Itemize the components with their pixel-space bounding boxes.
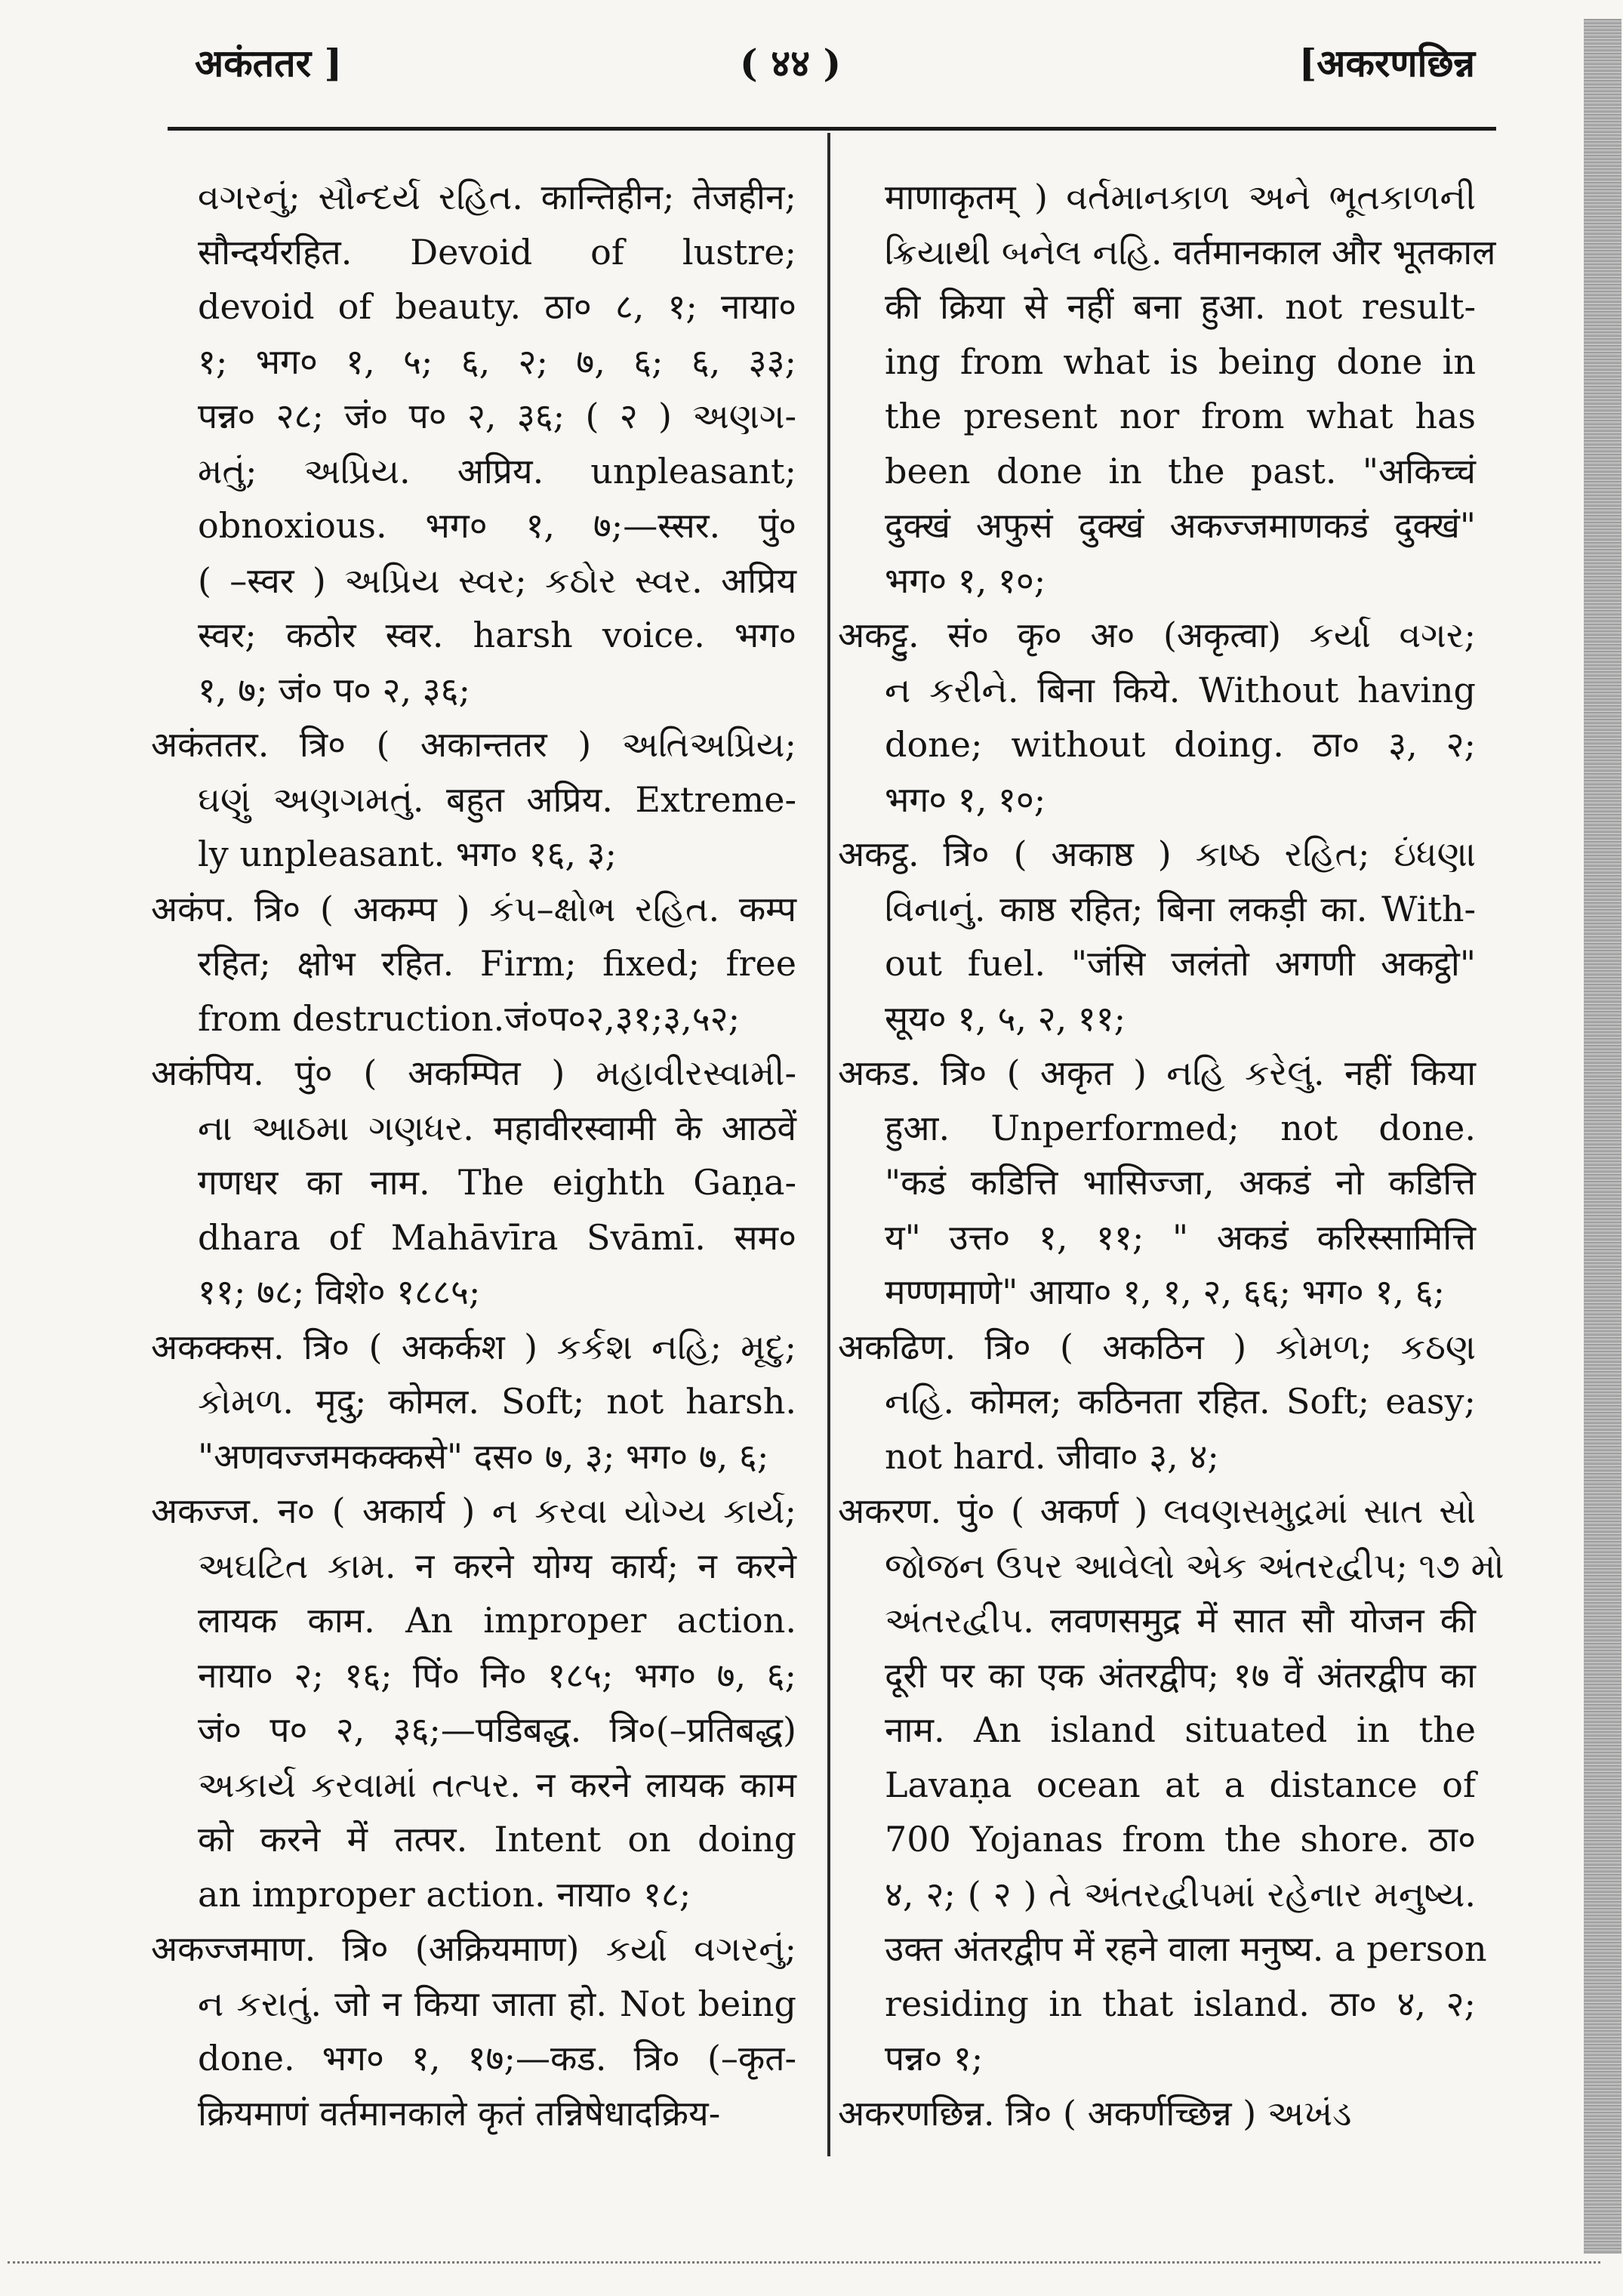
entry-continuation — [838, 170, 1496, 608]
dictionary-entry — [838, 608, 1476, 827]
dictionary-entry — [151, 1922, 796, 2140]
entry-line: नाया० २; १६; पिं० नि० १८५; भग० ७, ६; — [198, 1654, 796, 1696]
headword-line: अकक्कस. त्रि० ( अकर्कश ) કર્કશ નહિ; મૃદુ; — [151, 1326, 796, 1367]
page-edge-shadow — [1584, 19, 1621, 2254]
header-rule — [168, 127, 1496, 131]
entry-line: obnoxious. भग० १, ७;—स्सर. पुं० — [198, 505, 796, 546]
headword-line: अकरण. पुं० ( अकर्ण ) લવણસમુદ્રમાં સાત સો — [838, 1490, 1476, 1531]
dictionary-entry — [838, 827, 1476, 1046]
entry-line: 700 Yojanas from the shore. ठा० — [885, 1819, 1476, 1860]
entry-line: અંતરદ્વીપ. लवणसमुद्र में सात सौ योजन की — [885, 1600, 1476, 1641]
headword-line: अकज्जमाण. त्रि० (अक्रियमाण) કર્યા વગરનું; — [151, 1928, 796, 1969]
entry-line: ( –स्वर ) અપ્રિય સ્વર; કઠોર સ્વર. अप्रिय — [198, 559, 796, 601]
headword-line: अकंपिय. पुं० ( अकम्पित ) મહાવીરસ્વામી- — [151, 1052, 796, 1093]
dictionary-entry — [838, 1320, 1476, 1484]
entry-line: "कडं कडित्ति भासिज्जा, अकडं नो कडित्ति — [885, 1162, 1476, 1203]
entry-line: को करने में तत्पर. Intent on doing — [198, 1819, 796, 1860]
entry-line: उक्त अंतरद्वीप में रहने वाला मनुष्य. a person — [885, 1928, 1487, 1969]
entry-line: Lavaṇa ocean at a distance of — [885, 1764, 1476, 1805]
entry-line: य" उत्त० १, ११; " अकडं करिस्सामित्ति — [885, 1216, 1476, 1258]
entry-line: વગરનું; સૌન્દર્ય રહિત. कान्तिहीन; तेजहीन; — [198, 177, 796, 217]
entry-line: જોજન ઉપર આવેલો એક અંતરદ્વીપ; ૧૭ મો — [885, 1545, 1504, 1586]
entry-line: ing from what is being done in — [885, 341, 1476, 382]
entry-line: ११; ७८; विशे० १८८५; — [198, 1271, 481, 1312]
entry-line: माणाकृतम् ) વર્તમાનકાળ અને ભૂતકાળની — [885, 177, 1476, 217]
right-column — [838, 170, 1504, 2140]
entry-line: नाम. An island situated in the — [885, 1709, 1476, 1750]
entry-line: सौन्दर्यरहित. Devoid of lustre; — [198, 231, 796, 273]
entry-line: વિનાનું. काष्ठ रहित; बिना लकड़ी का. With- — [885, 888, 1476, 929]
entry-line: भग० १, १०; — [885, 559, 1046, 601]
entry-line: गणधर का नाम. The eighth Gaṇa- — [198, 1162, 796, 1203]
page-number: ( ४४ ) — [740, 41, 842, 85]
entry-line: पन्न० २८; जं० प० २, ३६; ( २ ) અણગ- — [198, 396, 796, 436]
entry-line: been done in the past. "अकिच्चं — [885, 450, 1476, 492]
left-column — [151, 170, 796, 2140]
entry-line: की क्रिया से नहीं बना हुआ. not result- — [885, 286, 1476, 327]
entry-line: १, ७; जं० प० २, ३६; — [198, 669, 471, 710]
entry-line: an improper action. नाया० १८; — [198, 1873, 691, 1915]
entry-line: not hard. जीवा० ३, ४; — [885, 1435, 1219, 1477]
footer-rule — [8, 2261, 1600, 2264]
entry-line: ઘણું અણગમતું. बहुत अप्रिय. Extreme- — [198, 778, 796, 820]
header-right-guideword: [अकरणछिन्न — [1298, 41, 1475, 85]
entry-line: स्वर; कठोर स्वर. harsh voice. भग० — [198, 615, 796, 655]
entry-line: रहित; क्षोभ रहित. Firm; fixed; free — [198, 943, 796, 984]
entry-line: दुक्खं अफुसं दुक्खं अकज्जमाणकडं दुक्खं" — [885, 505, 1476, 546]
entry-line: ४, २; ( २ ) તે અંતરદ્વીપમાં રહેનાર મનુષ્ય. — [885, 1873, 1476, 1915]
header-left-guideword: अकंततर ] — [195, 41, 343, 85]
entry-line: ન કરાતું. जो न किया जाता हो. Not being — [198, 1983, 796, 2024]
entry-line: the present nor from what has — [885, 396, 1476, 436]
entry-line: हुआ. Unperformed; not done. — [885, 1107, 1476, 1148]
column-divider — [827, 133, 830, 2156]
entry-line: मण्णमाणे" आया० १, १, २, ६६; भग० १, ६; — [885, 1271, 1446, 1312]
headword-line: अकंप. त्रि० ( अकम्प ) કંપ–ક્ષોભ રહિત. कम्प — [151, 888, 796, 929]
dictionary-entry — [838, 2086, 1476, 2141]
entry-line: लायक काम. An improper action. — [198, 1600, 796, 1641]
headword-line: अकंततर. त्रि० ( अकान्ततर ) અતિઅપ્રિય; — [151, 724, 796, 765]
entry-line: out fuel. "जंसि जलंतो अगणी अकट्ठो" — [885, 943, 1476, 984]
entry-line: जं० प० २, ३६;—पडिबद्ध. त्रि०(–प्रतिबद्ध) — [198, 1709, 796, 1750]
dictionary-entry — [151, 882, 796, 1046]
dictionary-entry — [151, 1046, 796, 1320]
headword-line: अकट्ठ. त्रि० ( अकाष्ठ ) કાષ્ઠ રહિત; ઇંધણા — [838, 834, 1476, 874]
dictionary-entry — [151, 717, 796, 882]
entry-line: दूरी पर का एक अंतरद्वीप; १७ वें अंतरद्वीप का — [885, 1654, 1476, 1696]
entry-line: અકાર્ય કરવામાં તત્પર. न करने लायक काम — [198, 1764, 796, 1805]
entry-line: devoid of beauty. ठा० ८, १; नाया० — [198, 286, 796, 327]
entry-line: done; without doing. ठा० ३, २; — [885, 724, 1476, 765]
headword-line: अकट्टु. सं० कृ० अ० (अकृत्वा) કર્યા વગર; — [838, 615, 1476, 655]
entry-line: residing in that island. ठा० ४, २; — [885, 1983, 1476, 2024]
entry-line: १; भग० १, ५; ६, २; ७, ६; ६, ३३; — [198, 341, 796, 382]
entry-line: from destruction.जं०प०२,३१;३,५२; — [198, 997, 741, 1039]
dictionary-entry — [151, 1320, 796, 1484]
entry-line: सूय० १, ५, २, ११; — [885, 997, 1126, 1039]
entry-line: ના આઠમા ગણધર. महावीरस्वामी के आठवें — [198, 1107, 796, 1148]
entry-line: ly unpleasant. भग० १६, ३; — [198, 834, 617, 874]
entry-line: નહિ. कोमल; कठिनता रहित. Soft; easy; — [885, 1381, 1476, 1422]
headword-line: अकढिण. त्रि० ( अकठिन ) કોમળ; કઠણ — [838, 1326, 1476, 1367]
headword-line: अकड. त्रि० ( अकृत ) નહિ કરેલું. नहीं किया — [838, 1052, 1476, 1093]
headword-line: अकरणछिन्न. त्रि० ( अकर्णच्छिन्न ) અખંડ — [838, 2092, 1352, 2134]
dictionary-entry — [838, 1046, 1476, 1320]
entry-line: dhara of Mahāvīra Svāmī. सम० — [198, 1216, 796, 1258]
entry-line: "अणवज्जमकक्कसे" दस० ७, ३; भग० ७, ६; — [198, 1435, 769, 1477]
entry-line: મતું; અપ્રિય. अप्रिय. unpleasant; — [198, 450, 796, 492]
entry-line: અઘટિત કામ. न करने योग्य कार्य; न करने — [198, 1545, 796, 1586]
entry-line: ન કરીને. बिना किये. Without having — [885, 669, 1476, 710]
entry-continuation — [151, 170, 796, 717]
dictionary-entry — [151, 1484, 796, 1922]
entry-line: भग० १, १०; — [885, 778, 1046, 820]
dictionary-entry — [838, 1484, 1504, 2086]
entry-line: पन्न० १; — [885, 2038, 984, 2079]
entry-line: done. भग० १, १७;—कड. त्रि० (–कृत- — [198, 2038, 796, 2079]
entry-line: કોમળ. मृदु; कोमल. Soft; not harsh. — [198, 1381, 796, 1422]
entry-line: ક્રિયાથી બનેલ નહિ. वर्तमानकाल और भूतकाल — [885, 231, 1496, 273]
entry-line: क्रियमाणं वर्तमानकाले कृतं तन्निषेधादक्रिय- — [198, 2092, 721, 2134]
headword-line: अकज्ज. न० ( अकार्य ) ન કરવા યોગ્ય કાર્ય; — [151, 1490, 796, 1531]
